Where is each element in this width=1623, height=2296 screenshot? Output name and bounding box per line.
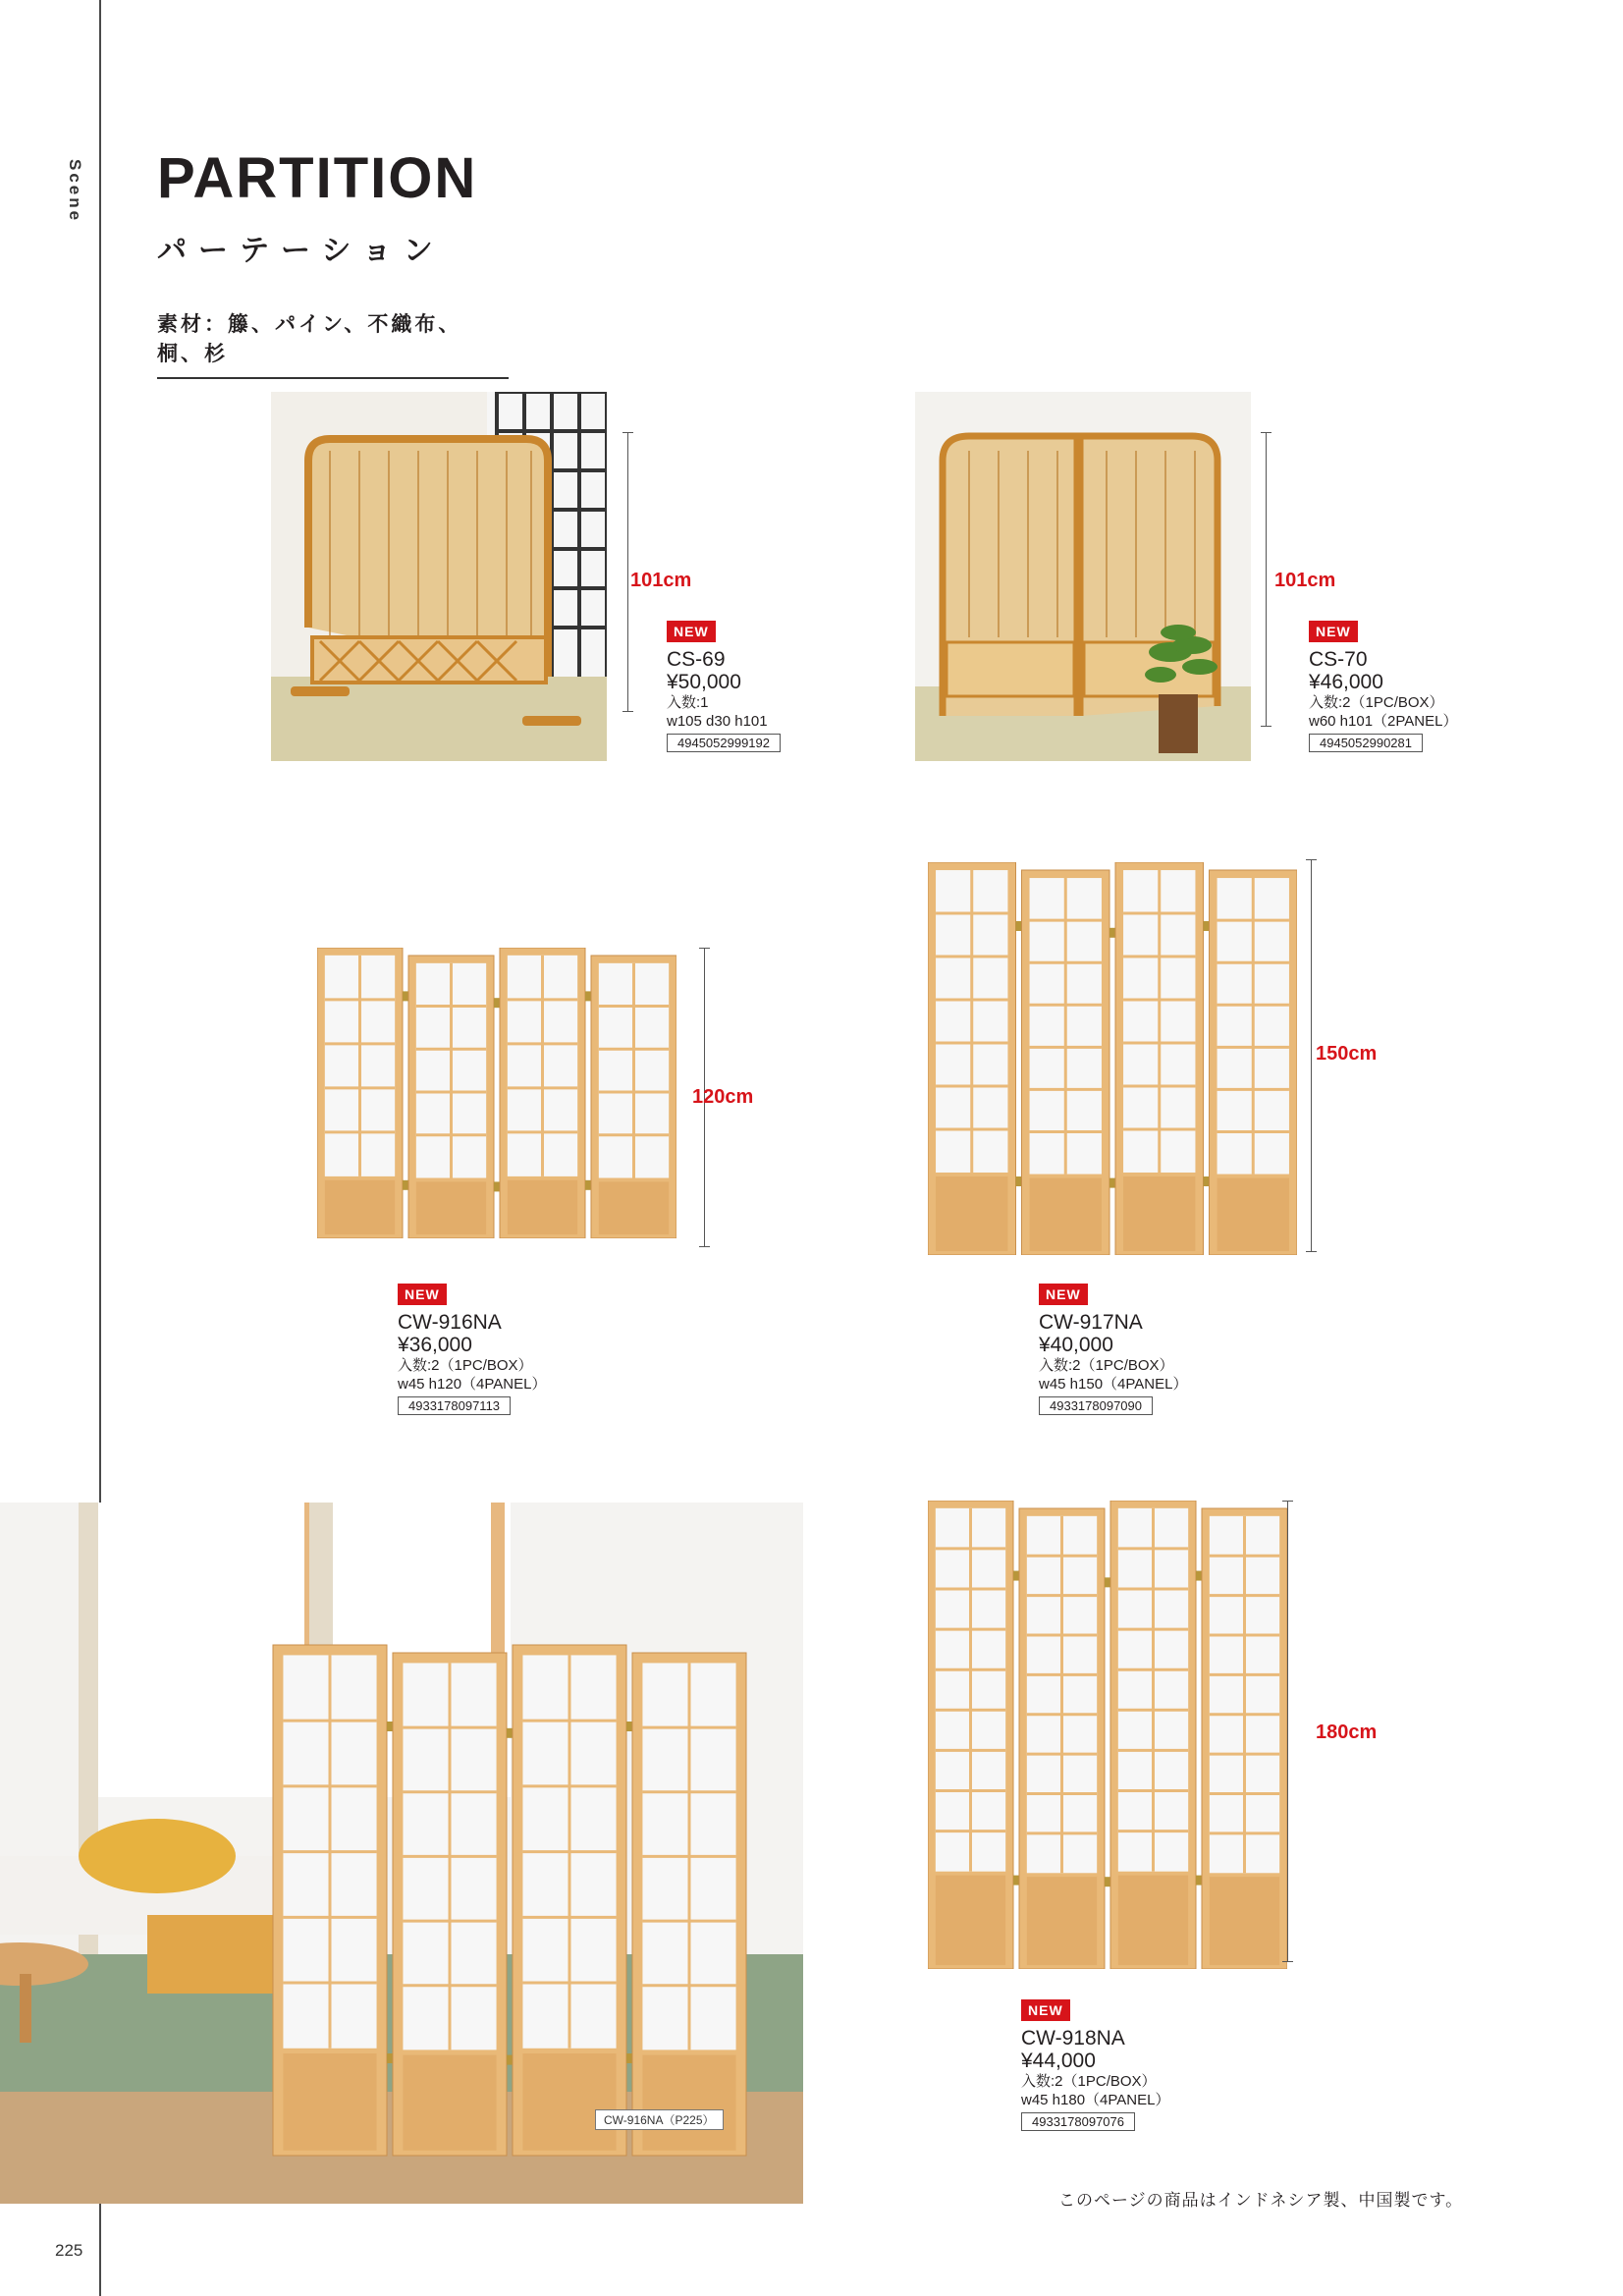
height-dimension-line bbox=[1311, 859, 1312, 1252]
product-info-cw-918na bbox=[1021, 1999, 1169, 2131]
product-code: CS-69 bbox=[667, 648, 726, 671]
footer-note: このページの商品はインドネシア製、中国製です。 bbox=[1058, 2191, 1464, 2210]
product-price: ¥40,000 bbox=[1039, 1334, 1113, 1356]
product-price: ¥36,000 bbox=[398, 1334, 472, 1356]
product-photo-cs-70 bbox=[915, 392, 1251, 761]
height-label: 150cm bbox=[1316, 1043, 1378, 1065]
product-price: ¥44,000 bbox=[1021, 2050, 1096, 2072]
product-qty: 入数:2（1PC/BOX） bbox=[1021, 2073, 1157, 2090]
height-label: 120cm bbox=[692, 1086, 754, 1108]
scene-photo bbox=[0, 1503, 803, 2204]
product-code: CW-918NA bbox=[1021, 2027, 1125, 2050]
height-label: 101cm bbox=[630, 570, 692, 591]
height-dimension-line bbox=[627, 432, 628, 712]
height-dimension-line bbox=[1266, 432, 1267, 727]
product-code: CW-917NA bbox=[1039, 1311, 1143, 1334]
new-badge: NEW bbox=[1021, 1999, 1070, 2021]
product-price: ¥50,000 bbox=[667, 671, 741, 693]
product-size: w60 h101（2PANEL） bbox=[1309, 713, 1458, 730]
product-photo-cw-917na bbox=[928, 862, 1297, 1255]
product-code: CW-916NA bbox=[398, 1311, 502, 1334]
material-line: 素材：籐、パイン、不織布、桐、杉 bbox=[157, 308, 509, 379]
height-dimension-line bbox=[1287, 1501, 1288, 1962]
product-price: ¥46,000 bbox=[1309, 671, 1383, 693]
product-info-cs-69 bbox=[667, 621, 781, 752]
product-size: w105 d30 h101 bbox=[667, 713, 768, 730]
page-subtitle: パーテーション bbox=[157, 235, 445, 267]
new-badge: NEW bbox=[1309, 621, 1358, 642]
new-badge: NEW bbox=[667, 621, 716, 642]
page-number: 225 bbox=[55, 2241, 83, 2260]
product-qty: 入数:2（1PC/BOX） bbox=[1309, 694, 1444, 711]
product-photo-cw-918na bbox=[928, 1501, 1287, 1969]
product-info-cs-70 bbox=[1309, 621, 1457, 752]
product-size: w45 h150（4PANEL） bbox=[1039, 1376, 1188, 1393]
section-label: Scene bbox=[66, 159, 84, 224]
height-label: 101cm bbox=[1274, 570, 1336, 591]
product-photo-cs-69 bbox=[271, 392, 607, 761]
new-badge: NEW bbox=[398, 1284, 447, 1305]
product-size: w45 h120（4PANEL） bbox=[398, 1376, 547, 1393]
jan-code: 4933178097113 bbox=[398, 1396, 511, 1415]
product-info-cw-917na bbox=[1039, 1284, 1187, 1415]
product-photo-cw-916na bbox=[317, 948, 676, 1238]
height-label: 180cm bbox=[1316, 1722, 1378, 1743]
jan-code: 4933178097076 bbox=[1021, 2112, 1135, 2131]
product-qty: 入数:2（1PC/BOX） bbox=[1039, 1357, 1174, 1374]
jan-code: 4945052990281 bbox=[1309, 734, 1423, 752]
product-qty: 入数:2（1PC/BOX） bbox=[398, 1357, 533, 1374]
product-code: CS-70 bbox=[1309, 648, 1368, 671]
scene-caption: CW-916NA（P225） bbox=[595, 2109, 724, 2130]
product-size: w45 h180（4PANEL） bbox=[1021, 2092, 1170, 2108]
product-qty: 入数:1 bbox=[667, 694, 709, 711]
jan-code: 4945052999192 bbox=[667, 734, 781, 752]
page-title: PARTITION bbox=[157, 146, 478, 210]
new-badge: NEW bbox=[1039, 1284, 1088, 1305]
product-info-cw-916na bbox=[398, 1284, 546, 1415]
jan-code: 4933178097090 bbox=[1039, 1396, 1153, 1415]
